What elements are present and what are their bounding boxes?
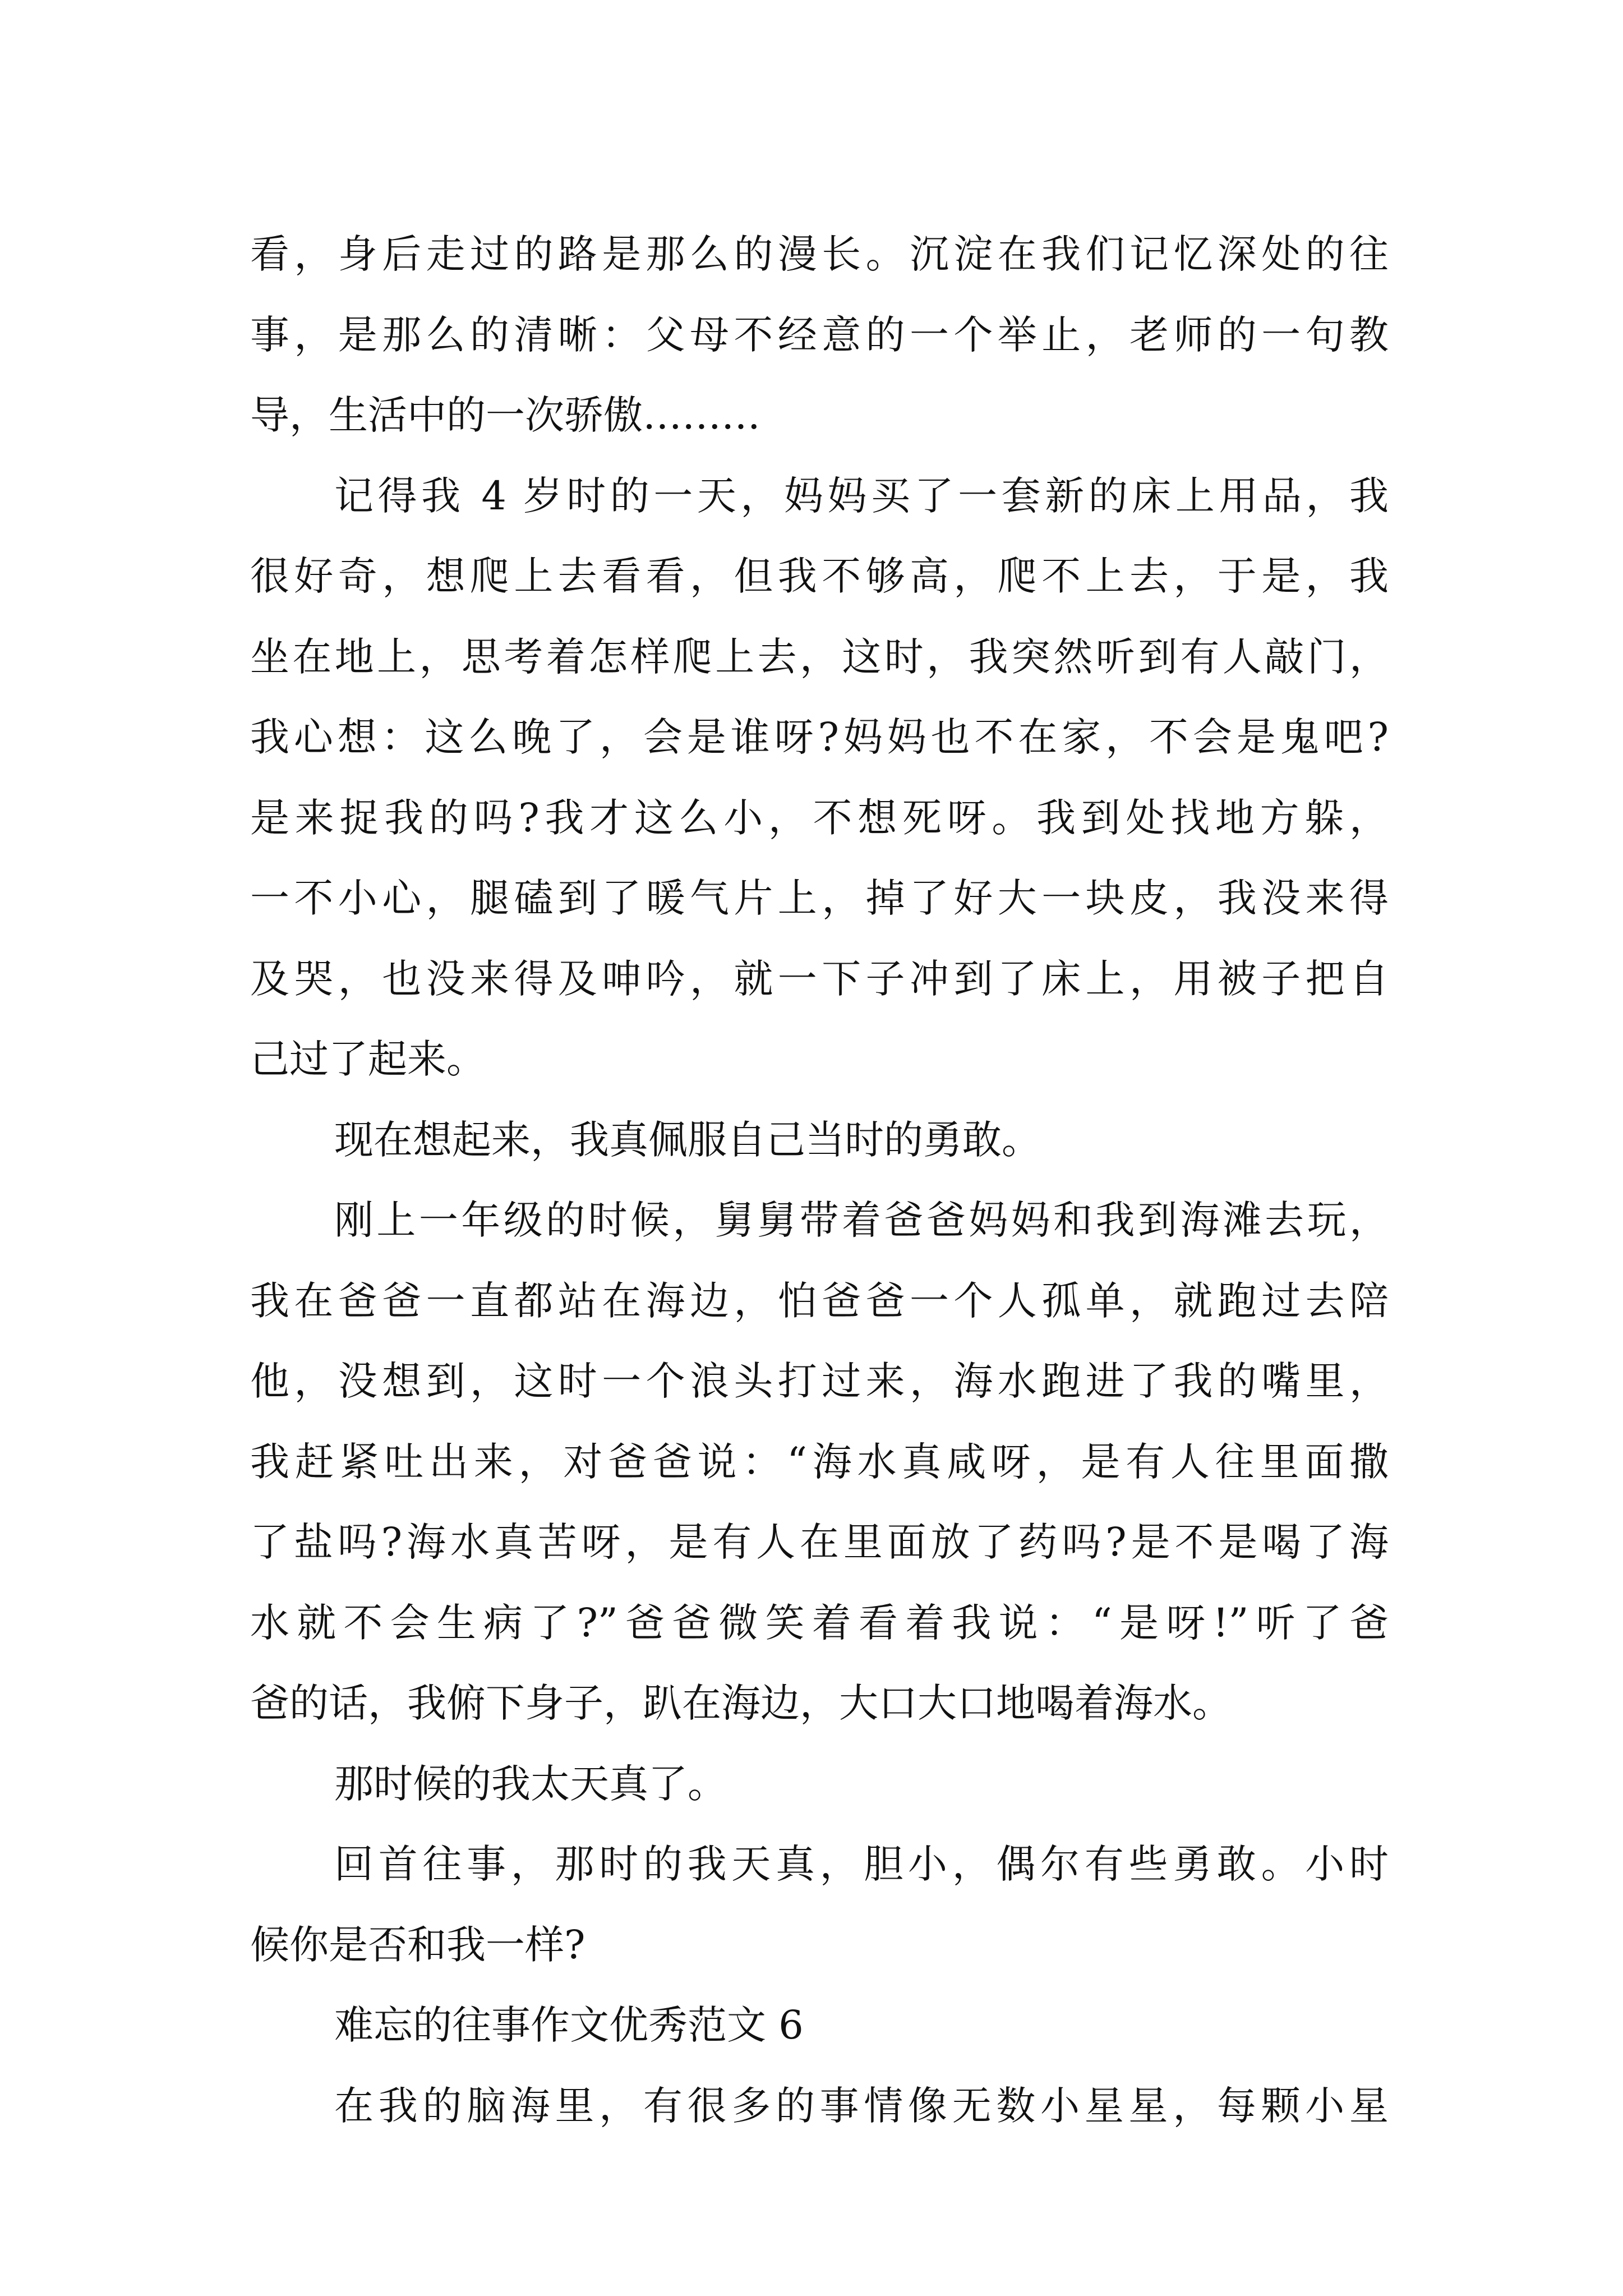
text-line: 现在想起来，我真佩服自己当时的勇敢。 bbox=[334, 1116, 1041, 1163]
text-line: 了盐吗?海水真苦呀，是有人在里面放了药吗?是不是喝了海 bbox=[250, 1519, 1389, 1565]
article-body bbox=[250, 214, 1389, 2146]
text-line: 坐在地上，思考着怎样爬上去，这时，我突然听到有人敲门， bbox=[250, 633, 1389, 680]
text-line: 那时候的我太天真了。 bbox=[334, 1760, 727, 1807]
section-title: 难忘的往事作文优秀范文 6 bbox=[334, 2002, 804, 2048]
text-line: 及哭，也没来得及呻吟，就一下子冲到了床上，用被子把自 bbox=[250, 955, 1389, 1002]
text-line: 回首往事，那时的我天真，胆小，偶尔有些勇敢。小时 bbox=[334, 1841, 1389, 1887]
text-line: 候你是否和我一样? bbox=[250, 1921, 585, 1968]
text-line: 一不小心，腿磕到了暖气片上，掉了好大一块皮，我没来得 bbox=[250, 875, 1389, 921]
text-line: 看，身后走过的路是那么的漫长。沉淀在我们记忆深处的往 bbox=[250, 231, 1389, 277]
text-line: 导，生活中的一次骄傲……… bbox=[250, 392, 760, 438]
text-line: 是来捉我的吗?我才这么小，不想死呀。我到处找地方躲， bbox=[250, 794, 1389, 841]
text-line: 我在爸爸一直都站在海边，怕爸爸一个人孤单，就跑过去陪 bbox=[250, 1277, 1389, 1324]
text-line: 我赶紧吐出来，对爸爸说：“海水真咸呀，是有人往里面撒 bbox=[250, 1438, 1389, 1485]
text-line: 很好奇，想爬上去看看，但我不够高，爬不上去，于是，我 bbox=[250, 553, 1389, 599]
text-line: 事，是那么的清晰：父母不经意的一个举止，老师的一句教 bbox=[250, 311, 1389, 358]
text-line: 爸的话，我俯下身子，趴在海边，大口大口地喝着海水。 bbox=[250, 1680, 1232, 1726]
text-line: 他，没想到，这时一个浪头打过来，海水跑进了我的嘴里， bbox=[250, 1358, 1389, 1404]
text-line: 水就不会生病了?”爸爸微笑着看着我说：“是呀!”听了爸 bbox=[250, 1599, 1389, 1646]
text-line: 记得我 4 岁时的一天，妈妈买了一套新的床上用品，我 bbox=[334, 472, 1389, 519]
text-line: 刚上一年级的时候，舅舅带着爸爸妈妈和我到海滩去玩， bbox=[334, 1197, 1389, 1243]
text-line: 我心想：这么晚了，会是谁呀?妈妈也不在家，不会是鬼吧? bbox=[250, 714, 1389, 760]
text-line: 己过了起来。 bbox=[250, 1036, 486, 1082]
text-line: 在我的脑海里，有很多的事情像无数小星星，每颗小星 bbox=[334, 2082, 1389, 2129]
